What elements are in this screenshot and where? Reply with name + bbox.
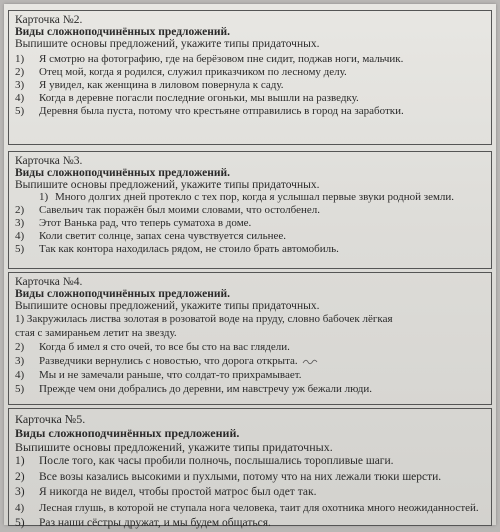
list-item	[15, 382, 485, 396]
item-text: Я увидел, как женщина в лиловом повернула к саду.	[39, 79, 284, 91]
item-number: 5)	[15, 517, 25, 529]
card-task: Выпишите основы предложений, укажите типы придаточных.	[15, 179, 320, 191]
card-title: Карточка №3.	[15, 155, 83, 167]
item-number: 1)	[15, 313, 25, 325]
item-text: Я никогда не видел, чтобы простой матрос был одет так.	[39, 486, 317, 498]
list-item	[15, 230, 485, 243]
card-4	[8, 272, 492, 405]
list-item	[15, 191, 485, 204]
worksheet-page	[4, 4, 496, 529]
item-text: Разведчики вернулись с новостью, что дорога открыта.	[39, 355, 298, 367]
list-item	[15, 340, 485, 354]
item-number: 3)	[15, 355, 25, 367]
item-text: Коли светит солнце, запах сена чувствуется сильнее.	[39, 230, 287, 242]
item-number: 1)	[39, 191, 49, 203]
item-text: После того, как часы пробили полночь, послышались торопливые шаги.	[39, 455, 394, 467]
item-text: Отец мой, когда я родился, служил приказчиком по лесному делу.	[39, 66, 347, 78]
item-number: 3)	[15, 79, 25, 91]
list-item	[15, 105, 485, 118]
card-3	[8, 151, 492, 269]
item-text: Когда в деревне погасли последние огоньки, мы вышли на разведку.	[39, 92, 359, 104]
list-item	[15, 368, 485, 382]
item-number: 1)	[15, 455, 25, 467]
item-text: Раз наши сёстры дружат, и мы будем общаться.	[39, 517, 271, 529]
card-heading: Виды сложноподчинённых предложений.	[15, 426, 240, 440]
list-item	[15, 354, 485, 368]
item-text: Мы и не замечали раньше, что солдат-то прихрамывает.	[39, 369, 302, 381]
pencil-scribble-icon	[302, 357, 318, 365]
list-item	[15, 501, 485, 517]
item-text: Этот Ванька рад, что теперь суматоха в доме.	[39, 217, 252, 229]
item-number: 1)	[15, 53, 25, 65]
item-number: 4)	[15, 230, 25, 242]
item-text: Когда б имел я сто очей, то все бы сто на вас глядели.	[39, 341, 290, 353]
card-title: Карточка №4.	[15, 276, 83, 288]
item-number: 2)	[15, 66, 25, 78]
card-heading: Виды сложноподчинённых предложений.	[15, 288, 231, 300]
item-text: Савельич так поражён был моими словами, что остолбенел.	[39, 204, 320, 216]
item-text: Деревня была пуста, потому что крестьяне отправились в город на заработки.	[39, 105, 404, 117]
item-number: 5)	[15, 105, 25, 117]
item-text: Лесная глушь, в которой не ступала нога человека, таит для охотника много неожиданностей.	[39, 501, 479, 514]
list-item	[15, 312, 405, 340]
item-number: 2)	[15, 204, 25, 216]
item-number: 2)	[15, 341, 25, 353]
list-item	[15, 243, 485, 256]
item-text: Много долгих дней протекло с тех пор, когда я услышал первые звуки родной земли.	[55, 191, 455, 203]
item-number: 2)	[15, 470, 25, 483]
list-item	[15, 470, 485, 486]
item-text: Так как контора находилась рядом, не стоило брать автомобиль.	[39, 243, 339, 255]
list-item	[15, 217, 485, 230]
card-task: Выпишите основы предложений, укажите типы придаточных.	[15, 38, 320, 50]
list-item	[15, 516, 485, 532]
list-item	[15, 204, 485, 217]
item-number: 4)	[15, 501, 25, 514]
card-title: Карточка №2.	[15, 14, 83, 26]
card-task: Выпишите основы предложений, укажите типы придаточных.	[15, 300, 320, 312]
item-number: 5)	[15, 243, 25, 255]
item-number: 5)	[15, 383, 25, 395]
list-item	[15, 53, 485, 66]
item-text: Закружилась листва золотая в розоватой воде на пруду, словно бабочек лёгкая стая с замираньем летит на звезду.	[15, 313, 393, 339]
list-item	[15, 454, 485, 470]
card-heading: Виды сложноподчинённых предложений.	[15, 167, 231, 179]
list-item	[15, 92, 485, 105]
item-number: 3)	[15, 217, 25, 229]
card-2	[8, 10, 492, 145]
item-text: Все возы казались высокими и пухлыми, потому что на них лежали тюки шерсти.	[39, 470, 442, 483]
card-5	[8, 408, 492, 529]
item-number: 4)	[15, 92, 25, 104]
list-item	[15, 485, 485, 501]
card-task: Выпишите основы предложений, укажите типы придаточных.	[15, 440, 333, 454]
card-heading: Виды сложноподчинённых предложений.	[15, 26, 231, 38]
item-text: Я смотрю на фотографию, где на берёзовом пне сидит, поджав ноги, мальчик.	[39, 53, 404, 65]
list-item	[15, 66, 485, 79]
card-title: Карточка №5.	[15, 412, 86, 426]
list-item	[15, 79, 485, 92]
item-text: Прежде чем они добрались до деревни, им навстречу уж бежали люди.	[39, 383, 373, 395]
item-number: 4)	[15, 369, 25, 381]
item-number: 3)	[15, 486, 25, 498]
